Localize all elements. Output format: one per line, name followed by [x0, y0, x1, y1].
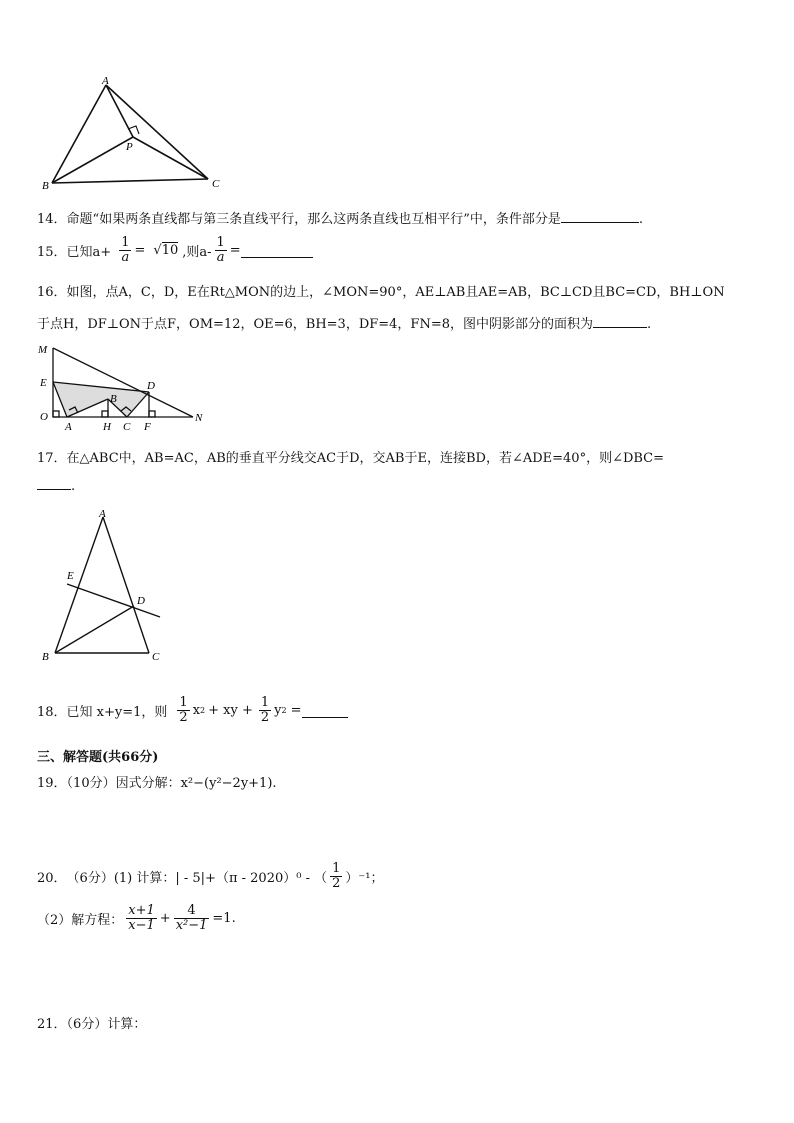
q15-text-pre: 已知a+	[66, 244, 112, 260]
fig17-label-b: B	[42, 651, 49, 663]
question-18: 18． 已知 x+y=1，则 $\frac{1}{2}$ x 2 + xy + $\frac{1}{2}$ y 2 =	[37, 696, 348, 724]
q19-number: 19．	[37, 776, 67, 791]
fig16-label-d: D	[147, 380, 155, 392]
question-14: 14．命题“如果两条直线都与第三条直线平行，那么这两条直线也互相平行”中，条件部分是 .	[37, 212, 643, 227]
question-16-line-1	[37, 281, 725, 300]
question-17-blank-line: .	[37, 479, 75, 494]
question-19	[37, 772, 277, 791]
fig16-label-n: N	[195, 412, 203, 424]
q20-fraction-b: $\frac{4}{\text{x²−1}}$	[175, 903, 208, 933]
fig16-label-e: E	[40, 377, 47, 389]
fig16-label-f: F	[144, 421, 151, 433]
q17-number: 17．	[37, 451, 67, 466]
fig17-label-e: E	[67, 570, 74, 582]
question-16-line-2: 于点H，DF⊥ON于点F，OM=12，OE=6，BH=3，DF=4，FN=8，图中阴影部分的面积为 .	[37, 317, 652, 332]
q16-number: 16．	[37, 285, 67, 300]
q21-number: 21．	[37, 1017, 67, 1032]
fig16-label-o: O	[40, 411, 48, 423]
fig1-label-p: P	[126, 141, 133, 153]
q16-text-line-1: 如图，点A，C，D，E在Rt△MON的边上，∠MON=90°，AE⊥AB且AE=AB，BC⊥CD且BC=CD，BH⊥ON	[66, 285, 725, 300]
q14-answer-blank[interactable]	[561, 222, 639, 223]
q18-fraction-1: $\frac{1}{2}$	[179, 695, 188, 725]
section-3-heading: 三、解答题(共66分)	[37, 750, 159, 765]
q20-part2-text: （2）解方程：	[37, 912, 124, 928]
figure-isosceles-triangle	[35, 505, 175, 665]
question-15: 15． 已知a+ $\frac{1}{a}$ = √10 ,则a- $\frac{1}{a}$ =	[37, 236, 313, 264]
fig1-label-a: A	[102, 75, 109, 87]
q14-text: 命题“如果两条直线都与第三条直线平行，那么这两条直线也互相平行”中，条件部分是	[66, 212, 561, 227]
q14-number: 14．	[37, 212, 67, 227]
q15-sqrt: √10	[153, 242, 179, 258]
q16-text-line-2: 于点H，DF⊥ON于点F，OM=12，OE=6，BH=3，DF=4，FN=8，图中阴影部分的面积为	[37, 317, 593, 332]
q15-answer-blank[interactable]	[241, 257, 313, 258]
q19-text: （10分）因式分解：x²−(y²−2y+1).	[66, 776, 277, 791]
q20-part1-text: （6分）(1) 计算：| - 5|+（π - 2020）⁰ - （	[66, 870, 328, 886]
fig16-label-c: C	[123, 421, 131, 433]
q18-text-pre: 已知 x+y=1，则	[66, 704, 168, 720]
q21-text: （6分）计算：	[66, 1017, 147, 1032]
question-20-part-1: 20． （6分）(1) 计算：| - 5|+（π - 2020）⁰ - （ $\frac{1}{2}$ ）⁻¹；	[37, 861, 384, 891]
fig1-label-b: B	[42, 180, 49, 192]
fig16-label-b: B	[110, 393, 117, 405]
q18-fraction-2: $\frac{1}{2}$	[260, 695, 270, 725]
q15-number: 15．	[37, 244, 67, 260]
q15-text-mid: ,则a-	[182, 244, 212, 260]
question-17	[37, 447, 664, 466]
question-21	[37, 1013, 146, 1032]
fig17-label-d: D	[137, 595, 145, 607]
q20-fraction-a: $\frac{x+1}{x-1}$	[128, 903, 155, 933]
fig16-label-h: H	[103, 421, 111, 433]
q16-answer-blank[interactable]	[593, 327, 647, 328]
q15-fraction-1: $\frac{1}{a}$	[121, 235, 130, 265]
fig1-label-c: C	[212, 178, 220, 190]
q18-answer-blank[interactable]	[302, 717, 348, 718]
q15-fraction-2: $\frac{1}{a}$	[216, 235, 225, 265]
q18-number: 18．	[37, 704, 67, 720]
figure-triangle-apc	[30, 75, 240, 195]
q20-number: 20．	[37, 870, 67, 886]
fig17-label-a: A	[99, 508, 106, 520]
q20-fraction-half: $\frac{1}{2}$	[332, 861, 341, 891]
fig16-label-a: A	[65, 421, 72, 433]
figure-right-triangle-mon	[35, 340, 215, 435]
question-20-part-2: （2）解方程： $\frac{x+1}{x-1}$ + $\frac{4}{\text{x²−1}}$ =1.	[37, 903, 236, 933]
q17-text: 在△ABC中，AB=AC，AB的垂直平分线交AC于D，交AB于E，连接BD，若∠ADE=40°，则∠DBC=	[66, 451, 665, 466]
fig16-label-m: M	[38, 344, 48, 356]
fig17-label-c: C	[152, 651, 160, 663]
q17-answer-blank[interactable]	[37, 489, 71, 490]
